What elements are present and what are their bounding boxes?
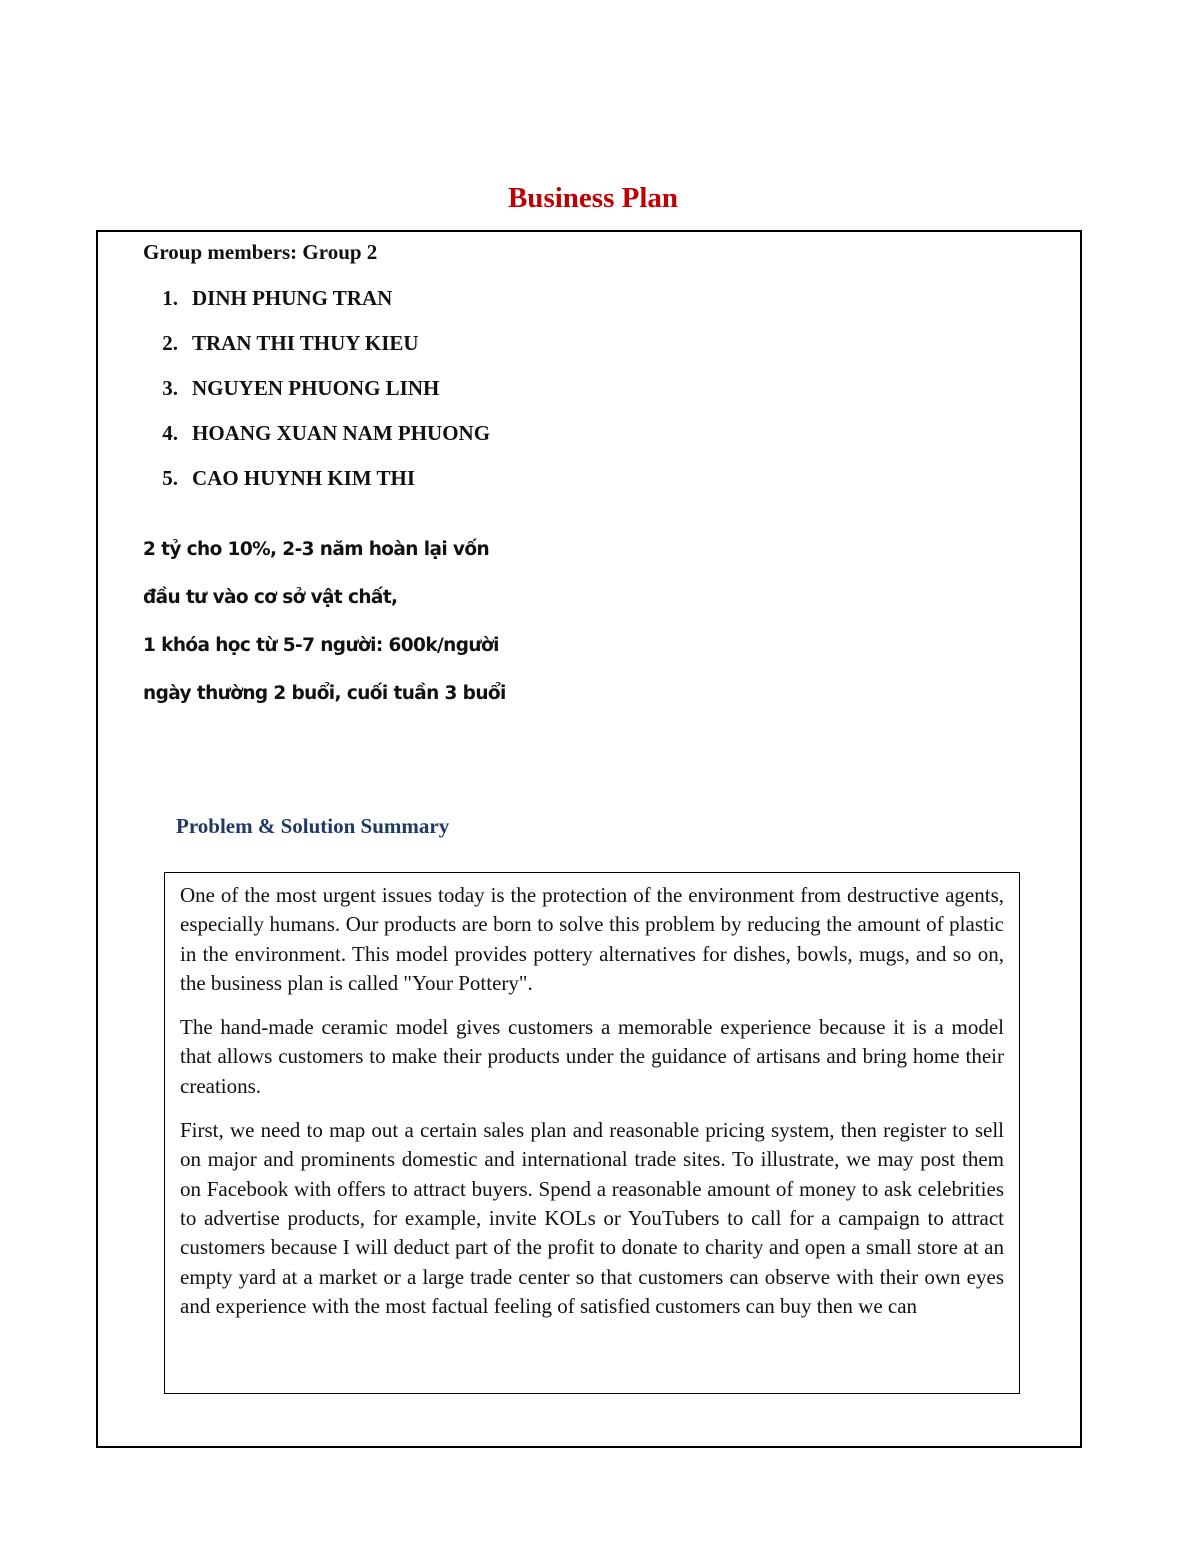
list-item: [143, 419, 490, 464]
member-number: 3.: [162, 376, 178, 400]
list-item: [143, 284, 490, 329]
investment-notes: [143, 535, 506, 727]
list-item: [143, 374, 490, 419]
member-name: NGUYEN PHUONG LINH: [192, 376, 440, 400]
note-line: ngày thường 2 buổi, cuối tuần 3 buổi: [143, 683, 506, 704]
member-name: HOANG XUAN NAM PHUONG: [192, 421, 491, 445]
member-number: 4.: [162, 421, 178, 445]
note-line: 2 tỷ cho 10%, 2-3 năm hoàn lại vốn: [143, 539, 490, 560]
group-label: Group members: Group 2: [143, 240, 378, 264]
summary-paragraph: One of the most urgent issues today is the protection of the environment from destructive agents, especially humans. Our products are born to solve this problem by reducing the amount of plastic in the environment. This model provides pottery alternatives for dishes, bowls, mugs, and so on, the business plan is called "Your Pottery".: [180, 883, 1004, 995]
member-number: 2.: [162, 331, 178, 355]
document-title: Business Plan: [507, 182, 679, 214]
list-item: [143, 329, 490, 374]
summary-paragraph: The hand-made ceramic model gives customers a memorable experience because it is a model that allows customers to make their products under the guidance of artisans and bring home their creations.: [180, 1015, 1004, 1098]
section-heading: Problem & Solution Summary: [176, 814, 450, 838]
member-name: DINH PHUNG TRAN: [192, 286, 393, 310]
member-number: 5.: [162, 466, 178, 490]
member-name: TRAN THI THUY KIEU: [192, 331, 419, 355]
member-list: [143, 284, 490, 509]
summary-box: [164, 872, 1020, 1394]
content-frame: [96, 230, 1082, 1448]
note-line: đầu tư vào cơ sở vật chất,: [143, 587, 398, 608]
member-name: CAO HUYNH KIM THI: [192, 466, 416, 490]
list-item: [143, 464, 490, 509]
summary-paragraph: First, we need to map out a certain sales plan and reasonable pricing system, then register to sell on major and prominents domestic and international trade sites. To illustrate, we may post them on Facebook with offers to attract buyers. Spend a reasonable amount of money to ask celebrities to advertise products, for example, invite KOLs or YouTubers to call for a campaign to attract customers because I will deduct part of the profit to donate to charity and open a small store at an empty yard at a market or a large trade center so that customers can observe with their own eyes and experience with the most factual feeling of satisfied customers can buy then we can: [180, 1118, 1004, 1318]
note-line: 1 khóa học từ 5-7 người: 600k/người: [143, 635, 499, 656]
member-number: 1.: [162, 286, 178, 310]
